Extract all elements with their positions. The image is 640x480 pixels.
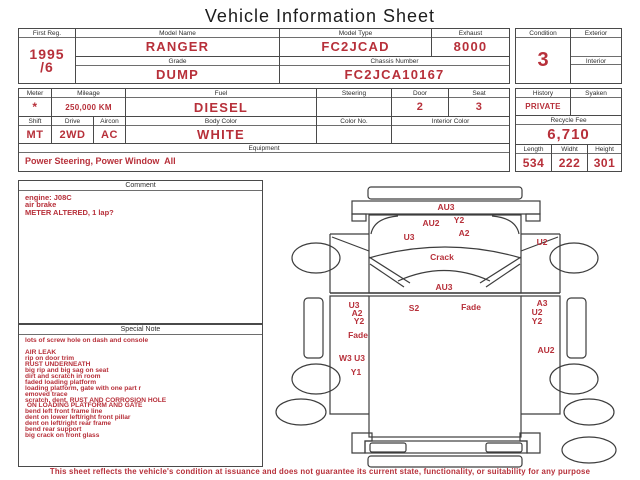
field-interior-color — [391, 117, 509, 143]
color-no-label: Color No. — [317, 117, 391, 126]
damage-code-label: AU2 — [422, 218, 440, 228]
field-model-type — [279, 29, 431, 56]
dimensions-row — [516, 144, 621, 171]
exterior-label: Exterior — [571, 29, 621, 38]
spec-row-equipment — [19, 143, 509, 171]
identity-table — [18, 28, 510, 84]
special-note-line: bend rear support — [25, 426, 82, 434]
field-chassis-number — [279, 57, 509, 84]
steering-value — [317, 98, 391, 116]
special-note-line: rip on door trim — [25, 354, 75, 362]
recycle-fee-label: Recycle Fee — [516, 116, 621, 125]
interior-color-label: Interior Color — [392, 117, 509, 126]
history-value: PRIVATE — [525, 102, 561, 111]
rear-bracket-right — [520, 433, 540, 453]
damage-code-label: AU2 — [537, 345, 555, 355]
height-label: Height — [588, 145, 621, 154]
shift-value: MT — [26, 128, 44, 141]
field-fuel — [125, 89, 316, 116]
grade-value: DUMP — [155, 66, 200, 82]
a-pillar-left — [369, 257, 410, 283]
meter-label: Meter — [19, 89, 51, 98]
grade-label: Grade — [76, 57, 279, 66]
special-note-line: big rip and big sag on seat — [25, 366, 109, 374]
damage-code-label: A3 — [536, 298, 548, 308]
comment-label: Comment — [19, 181, 262, 191]
special-note-line: dent on left/right rear frame — [25, 420, 112, 428]
first-reg-month: /6 — [40, 58, 54, 75]
identity-row-1 — [76, 29, 509, 56]
spec-row-1 — [19, 89, 509, 116]
field-length — [516, 145, 551, 171]
rear-lamp-left — [370, 443, 406, 452]
cab-corner-left — [371, 216, 398, 234]
spare-wheel — [562, 437, 616, 463]
side-guard-left — [304, 298, 323, 358]
damage-code-label: Crack — [430, 252, 454, 262]
equipment-label: Equipment — [19, 144, 509, 153]
rear-lamp-right — [486, 443, 522, 452]
interior-value — [571, 65, 621, 83]
special-note-line: big crack on front glass — [25, 432, 100, 440]
special-note-line: scratch, dent, RUST AND CORROSION HOLE — [25, 396, 167, 404]
field-seat — [448, 89, 509, 116]
mileage-label: Mileage — [52, 89, 125, 98]
identity-row-2 — [76, 56, 509, 84]
rear-wheel-right-2 — [564, 399, 614, 425]
damage-code-label: Y1 — [350, 367, 362, 377]
model-type-label: Model Type — [280, 29, 431, 38]
condition-label: Condition — [516, 29, 570, 38]
cab-corner-right — [492, 216, 519, 234]
first-reg-year: 1995 — [29, 45, 65, 62]
field-model-name — [76, 29, 279, 56]
equipment-value: Power Steering, Power Window All — [25, 156, 176, 166]
cargo-bed — [369, 296, 521, 437]
front-bumper-left-tab — [352, 214, 366, 221]
door-value: 2 — [416, 101, 424, 113]
damage-code-label: Fade — [461, 302, 481, 312]
field-door — [391, 89, 448, 116]
special-note-body — [19, 335, 262, 439]
color-no-value — [317, 126, 391, 143]
field-aircon — [93, 117, 125, 143]
history-panel — [515, 88, 622, 172]
left-fender — [330, 234, 369, 293]
disclaimer-text: This sheet reflects the vehicle's condition at issuance and does not guarantee its current state, functionality, or suitability for any purpose — [49, 467, 591, 476]
special-note-line: dent on lower left/right front pillar — [25, 414, 131, 422]
first-reg-value — [19, 38, 75, 83]
exhaust-label: Exhaust — [432, 29, 509, 38]
field-first-reg — [19, 29, 75, 83]
field-equipment — [19, 144, 509, 171]
field-shift — [19, 117, 51, 143]
condition-panel — [515, 28, 622, 84]
interior-color-value — [392, 126, 509, 143]
damage-code-label: W3 U3 — [339, 353, 365, 363]
recycle-fee-row — [516, 115, 621, 144]
damage-code-label: Y2 — [531, 316, 543, 326]
comment-line: air brake — [25, 200, 57, 210]
exhaust-value: 8000 — [453, 39, 488, 55]
front-bumper-right-tab — [526, 214, 540, 221]
width-label: Widht — [552, 145, 587, 154]
door-label: Door — [392, 89, 448, 98]
damage-code-label: U2 — [536, 237, 548, 247]
length-value: 534 — [522, 155, 545, 170]
damage-code-label: AU3 — [437, 202, 455, 212]
damage-code-label: AU3 — [435, 282, 453, 292]
interior-label: Interior — [571, 56, 621, 65]
drive-label: Drive — [52, 117, 93, 126]
special-note-box — [18, 324, 263, 467]
field-width — [551, 145, 587, 171]
aircon-label: Aircon — [94, 117, 125, 126]
recycle-fee-value: 6,710 — [547, 126, 590, 143]
field-meter — [19, 89, 51, 116]
diagram-damage-labels — [339, 202, 555, 377]
shift-label: Shift — [19, 117, 51, 126]
special-note-line: dirt and scratch in room — [25, 372, 101, 380]
special-note-label: Special Note — [19, 325, 262, 335]
comment-line: METER ALTERED, 1 lap? — [25, 207, 114, 217]
damage-code-label: A2 — [351, 308, 363, 318]
field-drive — [51, 117, 93, 143]
field-recycle-fee — [516, 116, 621, 144]
chassis-number-value: FC2JCA10167 — [344, 66, 445, 82]
damage-code-label: Y2 — [353, 316, 365, 326]
first-reg-label: First Reg. — [19, 29, 75, 38]
exterior-interior-column — [570, 29, 621, 83]
spec-row-2 — [19, 116, 509, 143]
damage-code-label: U3 — [403, 232, 415, 242]
page-title: Vehicle Information Sheet — [204, 6, 436, 26]
chassis-number-label: Chassis Number — [280, 57, 509, 66]
length-label: Length — [516, 145, 551, 154]
history-row — [516, 89, 621, 115]
height-value: 301 — [593, 155, 616, 170]
body-color-value: WHITE — [197, 127, 245, 142]
special-note-line: bend left front frame line — [25, 408, 103, 416]
fuel-value: DIESEL — [193, 99, 249, 115]
history-label: History — [516, 89, 570, 98]
front-wheel-left — [292, 243, 340, 273]
windshield-bottom-arc — [398, 271, 490, 282]
special-note-line: RUST UNDERNEATH — [25, 360, 91, 368]
comment-line: engine: J08C — [25, 193, 72, 202]
special-note-line: faded loading platform — [25, 378, 97, 386]
field-steering — [316, 89, 391, 116]
vehicle-damage-diagram — [268, 182, 622, 474]
rear-bottom-bar — [368, 456, 522, 467]
field-grade — [76, 57, 279, 84]
model-name-label: Model Name — [76, 29, 279, 38]
rear-wheel-right-1 — [550, 364, 598, 394]
damage-code-label: A2 — [458, 228, 470, 238]
front-wheel-right — [550, 243, 598, 273]
field-history — [516, 89, 570, 115]
drive-value: 2WD — [59, 128, 86, 141]
field-color-no — [316, 117, 391, 143]
steering-label: Steering — [317, 89, 391, 98]
body-color-label: Body Color — [126, 117, 316, 126]
special-note-line: ON LOADING PLATFORM AND GATE — [25, 402, 143, 410]
seat-value: 3 — [475, 101, 483, 113]
special-note-line: loading platform, gate with one part r — [25, 384, 142, 392]
model-type-value: FC2JCAD — [321, 39, 390, 55]
front-top-bar — [368, 187, 522, 199]
exterior-value — [571, 38, 621, 56]
comment-body — [19, 191, 262, 216]
side-guard-right — [567, 298, 586, 358]
truck-outline — [276, 187, 616, 467]
field-syaken — [570, 89, 621, 115]
special-note-line: emoved trace — [25, 390, 68, 398]
condition-value: 3 — [537, 49, 549, 71]
field-exhaust — [431, 29, 509, 56]
damage-code-label: Fade — [348, 330, 368, 340]
rear-wheel-left-1 — [292, 364, 340, 394]
damage-code-label: U2 — [531, 307, 543, 317]
damage-code-label: U3 — [348, 300, 360, 310]
rear-wheel-left-2 — [276, 399, 326, 425]
field-height — [587, 145, 621, 171]
meter-value: * — [32, 100, 38, 114]
damage-code-label: Y2 — [453, 215, 465, 225]
special-note-line: AIR LEAK — [25, 348, 57, 356]
mileage-value: 250,000 KM — [65, 102, 112, 112]
syaken-label: Syaken — [571, 89, 621, 98]
damage-code-label: S2 — [408, 303, 420, 313]
field-body-color — [125, 117, 316, 143]
identity-right — [75, 29, 509, 83]
spec-table — [18, 88, 510, 172]
seat-label: Seat — [449, 89, 509, 98]
model-name-value: RANGER — [145, 39, 210, 55]
a-pillar-right — [480, 257, 521, 283]
aircon-value: AC — [101, 128, 118, 141]
field-condition — [516, 29, 570, 83]
fuel-label: Fuel — [126, 89, 316, 98]
comment-box — [18, 180, 263, 324]
field-mileage — [51, 89, 125, 116]
special-note-line: lots of screw hole on dash and console — [25, 337, 149, 344]
width-value: 222 — [558, 155, 581, 170]
syaken-value — [571, 98, 621, 115]
